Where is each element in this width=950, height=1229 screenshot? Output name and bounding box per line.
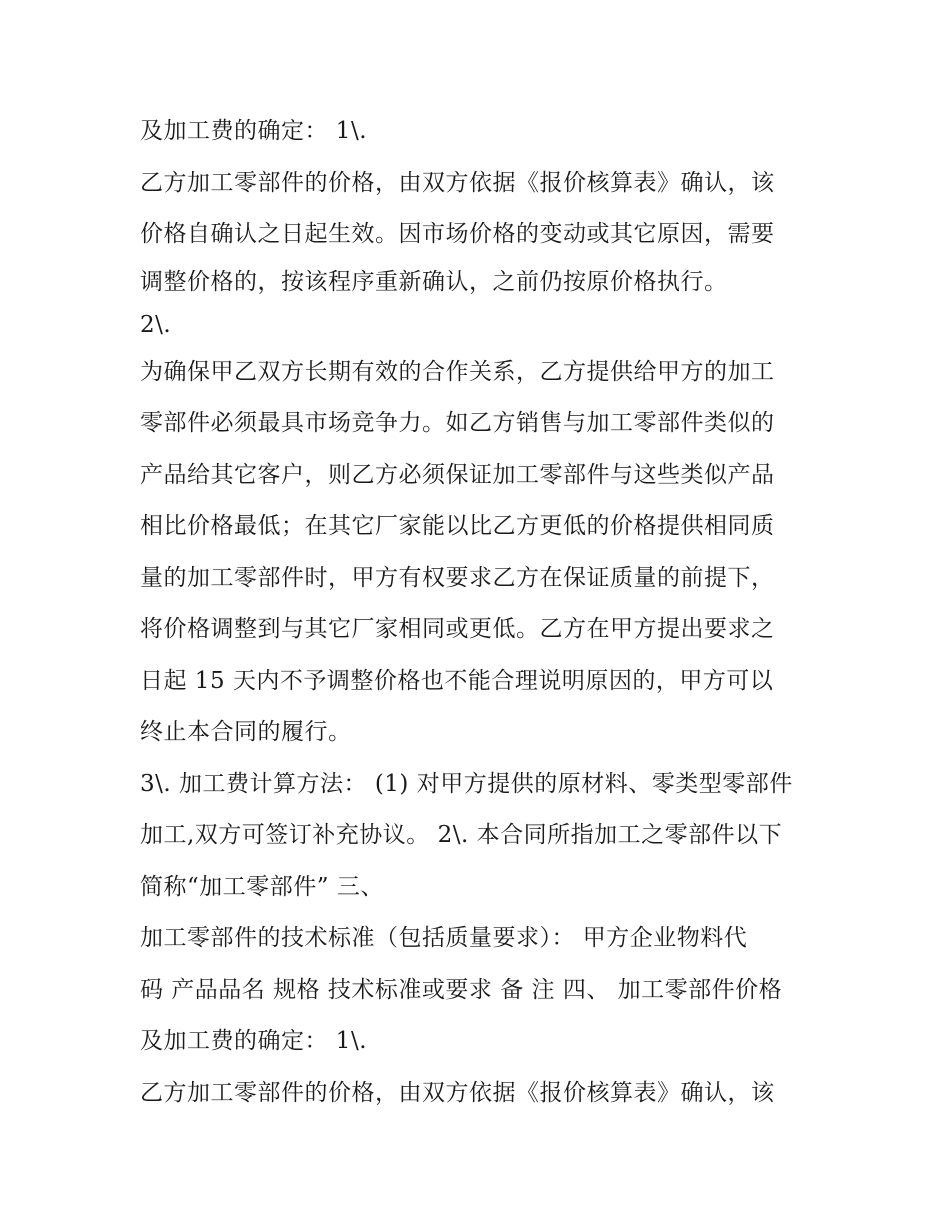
- text-line: 零部件必须最具市场竞争力。如乙方销售与加工零部件类似的: [140, 410, 775, 436]
- text-line: 为确保甲乙双方长期有效的合作关系，乙方提供给甲方的加工: [140, 358, 775, 385]
- text-line: 2\.: [140, 311, 172, 338]
- text-line: 简称“加工零部件” 三、: [140, 873, 384, 900]
- text-line: 价格自确认之日起生效。因市场价格的变动或其它原因，需要: [140, 221, 775, 247]
- text-line: 量的加工零部件时，甲方有权要求乙方在保证质量的前提下，: [140, 564, 775, 591]
- text-line: 终止本合同的履行。: [140, 719, 352, 745]
- text-line: 及加工费的确定： 1\.: [140, 118, 368, 144]
- text-line: 加工,双方可签订补充协议。 2\. 本合同所指加工之零部件以下: [140, 822, 783, 848]
- text-line: 码 产品品名 规格 技术标准或要求 备 注 四、 加工零部件价格: [140, 976, 783, 1003]
- text-line: 乙方加工零部件的价格，由双方依据《报价核算表》确认，该: [140, 1079, 775, 1106]
- text-line: 将价格调整到与其它厂家相同或更低。乙方在甲方提出要求之: [140, 616, 775, 642]
- text-line: 日起 15 天内不予调整价格也不能合理说明原因的，甲方可以: [140, 667, 774, 694]
- text-line: 调整价格的，按该程序重新确认，之前仍按原价格执行。: [140, 268, 728, 295]
- text-line: 及加工费的确定： 1\.: [140, 1028, 368, 1054]
- text-line: 加工零部件的技术标准（包括质量要求）： 甲方企业物料代: [140, 925, 748, 951]
- text-line: 3\. 加工费计算方法： (1) 对甲方提供的原材料、零类型零部件: [140, 770, 793, 797]
- text-line: 相比价格最低；在其它厂家能以比乙方更低的价格提供相同质: [140, 513, 775, 539]
- text-line: 产品给其它客户，则乙方必须保证加工零部件与这些类似产品: [140, 461, 775, 488]
- text-line: 乙方加工零部件的价格，由双方依据《报价核算表》确认，该: [140, 169, 775, 196]
- document-body: [140, 106, 820, 1119]
